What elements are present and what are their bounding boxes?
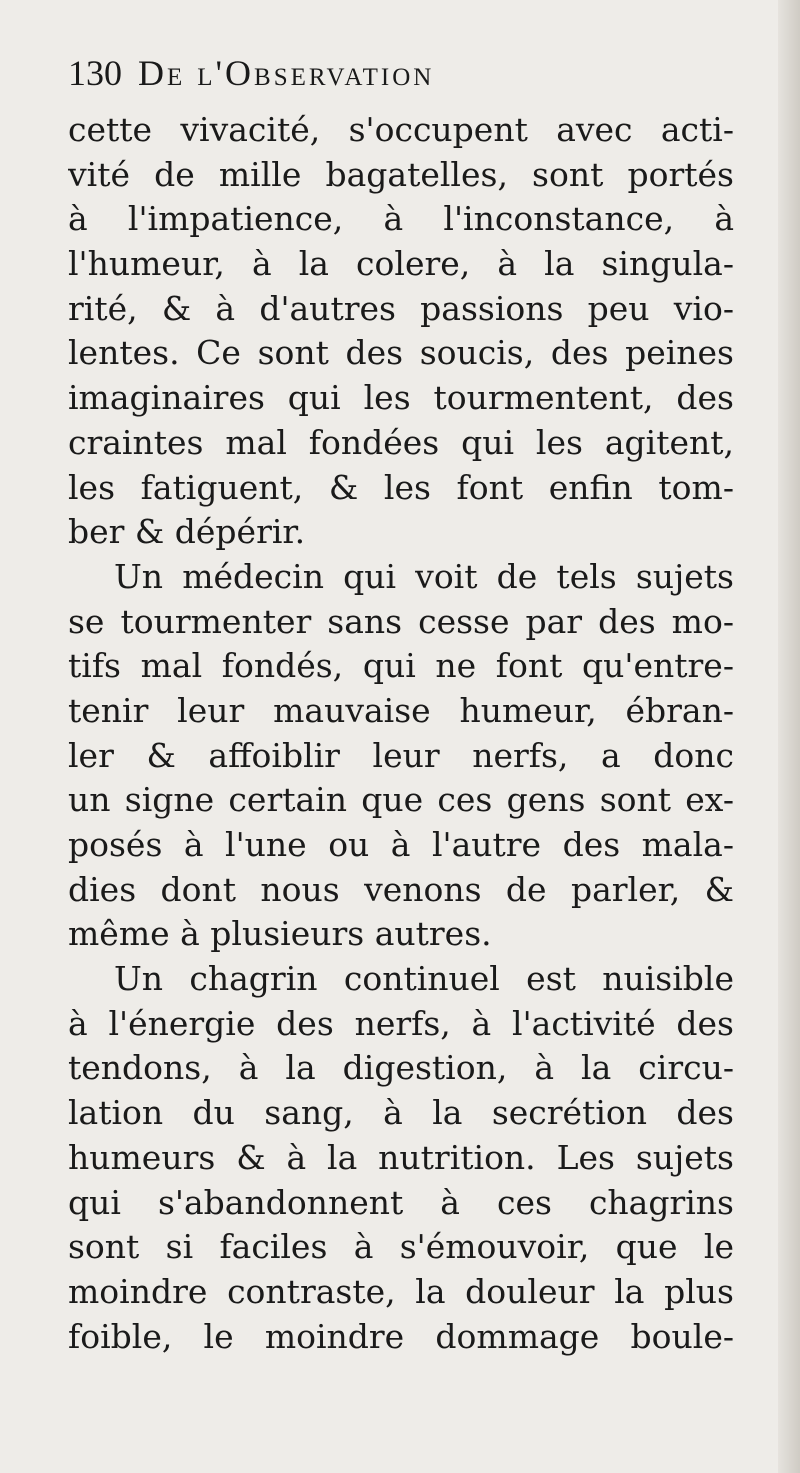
text-line: tifs mal fondés, qui ne font qu'entre- [68, 646, 734, 686]
text-line: humeurs & à la nutrition. Les sujets [68, 1137, 734, 1177]
text-line: lentes. Ce sont des soucis, des peines [68, 333, 734, 373]
text-line: sont si faciles à s'émouvoir, que le [68, 1227, 734, 1267]
text-line: vité de mille bagatelles, sont portés [68, 154, 734, 194]
text-line: qui s'abandonnent à ces chagrins [68, 1182, 734, 1222]
running-header [68, 52, 734, 108]
text-line: ler & affoiblir leur nerfs, a donc [68, 735, 734, 775]
page-gutter [778, 0, 800, 1473]
text-line: même à plusieurs autres. [68, 914, 492, 954]
text-line: se tourmenter sans cesse par des mo- [68, 601, 734, 641]
text-line: craintes mal fondées qui les agitent, [68, 422, 734, 462]
text-line: les fatiguent, & les font enfin tom- [68, 467, 734, 507]
text-line: cette vivacité, s'occupent avec acti- [68, 110, 734, 149]
text-line: à l'impatience, à l'inconstance, à [68, 199, 734, 239]
text-line: à l'énergie des nerfs, à l'activité des [68, 1003, 734, 1043]
text-line: imaginaires qui les tourmentent, des [68, 378, 734, 418]
text-block [68, 52, 734, 1359]
text-line: foible, le moindre dommage boule- [68, 1316, 734, 1356]
running-title: De l'Observation [138, 53, 435, 93]
text-line: rité, & à d'autres passions peu vio- [68, 288, 734, 328]
text-line: posés à l'une ou à l'autre des mala- [68, 825, 734, 864]
page-number: 130 [68, 53, 122, 93]
text-line: un signe certain que ces gens sont ex- [68, 780, 734, 820]
text-line: dies dont nous venons de parler, & [68, 869, 734, 909]
text-line: lation du sang, à la secrétion des [68, 1093, 734, 1133]
text-line: l'humeur, à la colere, à la singula- [68, 244, 734, 284]
text-line: Un chagrin continuel est nuisible [114, 959, 734, 999]
text-line: tendons, à la digestion, à la circu- [68, 1048, 734, 1088]
text-line: moindre contraste, la douleur la plus [68, 1271, 734, 1311]
text-line: tenir leur mauvaise humeur, ébran- [68, 690, 734, 730]
text-line: Un médecin qui voit de tels sujets [114, 556, 734, 596]
body-text [68, 108, 734, 1359]
text-line: ber & dépérir. [68, 512, 306, 552]
